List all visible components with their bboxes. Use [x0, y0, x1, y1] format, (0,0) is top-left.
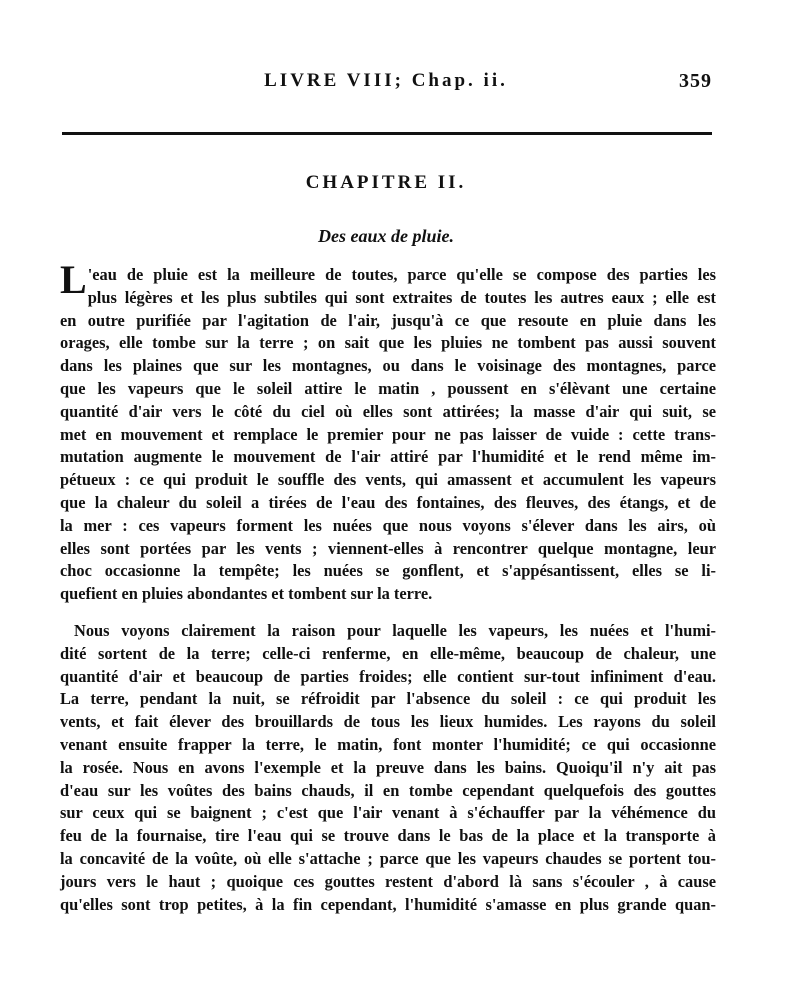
- text-line: qu'elles sont trop petites, à la fin cependant, l'humidité s'amasse en plus grande quan-: [60, 894, 716, 914]
- section-title: Des eaux de pluie.: [318, 226, 454, 246]
- text-line: vents, et fait élever des brouillards de tous les lieux humides. Les rayons du soleil: [60, 712, 716, 732]
- running-title: LIVRE VIII; Chap. ii.: [264, 70, 508, 91]
- text-line: quefient en pluies abondantes et tombent sur la terre.: [60, 584, 433, 604]
- text-line: d'eau sur les voûtes des bains chauds, il en tombe cependant quelquefois des gouttes: [60, 780, 716, 800]
- text-line: quantité d'air vers le côté du ciel où elles sont attirées; la masse d'air qui suit, se: [60, 401, 716, 421]
- text-line: la concavité de la voûte, où elle s'attache ; parce que les vapeurs chaudes se portent tou-: [60, 848, 716, 868]
- text-line: 'eau de pluie est la meilleure de toutes, parce qu'elle se compose des parties les: [87, 265, 716, 284]
- drop-cap: L: [60, 257, 87, 302]
- text-line: venant ensuite frapper la terre, le matin, font monter l'humidité; ce qui occasionne: [60, 734, 716, 754]
- text-line: en outre purifiée par l'agitation de l'air, jusqu'à ce que resoute en pluie dans les: [60, 310, 716, 330]
- text-line: Nous voyons clairement la raison pour laquelle les vapeurs, les nuées et l'humi-: [74, 620, 716, 640]
- text-line: que la chaleur du soleil a tirées de l'eau des fontaines, des fleuves, des étangs, et de: [60, 492, 716, 512]
- chapter-title: CHAPITRE II.: [305, 172, 467, 193]
- body-text: [60, 257, 716, 916]
- text-line: la mer : ces vapeurs forment les nuées que nous voyons s'élever dans les airs, où: [60, 515, 716, 535]
- text-line: mutation augmente le mouvement de l'air attiré par l'humidité et le rend même im-: [60, 447, 716, 467]
- paragraph-1: [60, 257, 716, 606]
- text-line: plus légères et les plus subtiles qui sont extraites de toutes les autres eaux ; elle est: [87, 287, 716, 307]
- text-line: dité sortent de la terre; celle-ci renferme, en elle-même, beaucoup de chaleur, une: [60, 643, 716, 663]
- text-line: sur ceux qui se baignent ; c'est que l'air venant à s'échauffer par la véhémence du: [60, 803, 716, 823]
- text-line: la rosée. Nous en avons l'exemple et la preuve dans les bains. Quoiqu'il n'y ait pas: [60, 757, 716, 777]
- text-line: choc occasionne la tempête; les nuées se gonflent, et s'appésantissent, elles se li-: [60, 561, 716, 581]
- paragraph-2: [60, 620, 716, 916]
- text-line: orages, elle tombe sur la terre ; on sait que les pluies ne tombent pas aussi souvent: [60, 333, 716, 353]
- text-line: La terre, pendant la nuit, se réfroidit par l'absence du soleil : ce qui produit les: [60, 689, 716, 709]
- running-head: [60, 70, 712, 102]
- text-line: feu de la fournaise, tire l'eau qui se trouve dans le bas de la place et la transporte à: [60, 826, 716, 846]
- text-line: met en mouvement et remplace le premier pour ne pas laisser de vuide : cette trans-: [60, 424, 716, 444]
- text-line: jours vers le haut ; quoique ces gouttes restent d'abord là sans s'écouler , à cause: [60, 871, 716, 891]
- text-line: pétueux : ce qui produit le souffle des vents, qui amassent et accumulent les vapeurs: [60, 470, 716, 490]
- text-line: elles sont portées par les vents ; viennent-elles à rencontrer quelque montagne, leur: [60, 538, 716, 558]
- text-line: dans les plaines que sur les montagnes, ou dans le voisinage des montagnes, parce: [60, 356, 716, 376]
- text-line: que les vapeurs que le soleil attire le matin , poussent en s'élèvant une certaine: [60, 378, 716, 398]
- header-rule: [62, 132, 712, 135]
- text-line: quantité d'air et beaucoup de parties froides; elle contient sur-tout infiniment d'eau.: [60, 666, 716, 686]
- page-number: 359: [679, 70, 712, 92]
